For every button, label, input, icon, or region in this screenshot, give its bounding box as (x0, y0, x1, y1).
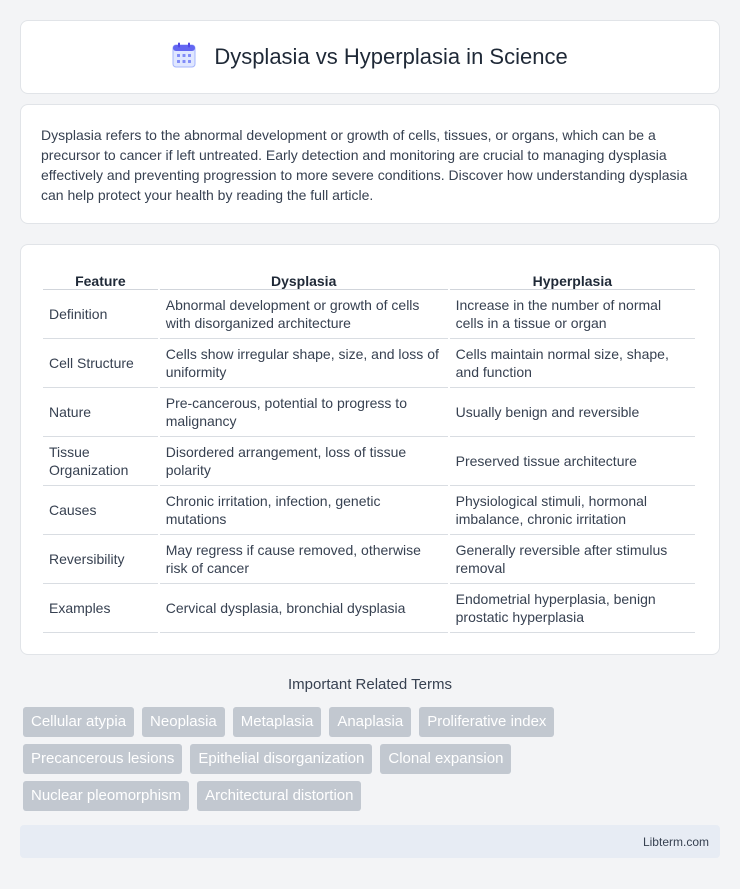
tag-row (23, 744, 723, 774)
tag-architectural-distortion[interactable]: Architectural distortion (197, 781, 361, 811)
tag-row (23, 707, 723, 737)
related-terms-list (23, 707, 723, 818)
dysplasia-cell: Cervical dysplasia, bronchial dysplasia (160, 584, 448, 633)
feature-cell: Definition (43, 290, 158, 339)
tag-precancerous-lesions[interactable]: Precancerous lesions (23, 744, 182, 774)
table-row (43, 290, 695, 339)
header-dysplasia: Dysplasia (160, 266, 448, 290)
hyperplasia-cell: Increase in the number of normal cells in a tissue or organ (450, 290, 695, 339)
feature-cell: Cell Structure (43, 339, 158, 388)
page-title: Dysplasia vs Hyperplasia in Science (214, 44, 568, 69)
intro-text: Dysplasia refers to the abnormal development or growth of cells, tissues, or organs, which can be a precursor to cancer if left untreated. Early detection and monitoring are crucial to managing dysplasia effectively and preventing progression to more severe conditions. Discover how understanding dysplasia can help protect your health by reading the full article. (41, 127, 688, 203)
table-row (43, 535, 695, 584)
feature-cell: Causes (43, 486, 158, 535)
tag-clonal-expansion[interactable]: Clonal expansion (380, 744, 511, 774)
feature-cell: Reversibility (43, 535, 158, 584)
comparison-table (41, 266, 697, 633)
tag-neoplasia[interactable]: Neoplasia (142, 707, 225, 737)
table-row (43, 584, 695, 633)
dysplasia-cell: Abnormal development or growth of cells with disorganized architecture (160, 290, 448, 339)
footer (20, 825, 720, 858)
related-terms-title: Important Related Terms (288, 676, 452, 693)
hyperplasia-cell: Endometrial hyperplasia, benign prostatic hyperplasia (450, 584, 695, 633)
intro-card (20, 104, 720, 224)
tag-proliferative-index[interactable]: Proliferative index (419, 707, 554, 737)
feature-cell: Nature (43, 388, 158, 437)
tag-row (23, 781, 723, 811)
dysplasia-cell: Disordered arrangement, loss of tissue polarity (160, 437, 448, 486)
table-row (43, 388, 695, 437)
tag-epithelial-disorganization[interactable]: Epithelial disorganization (190, 744, 372, 774)
dysplasia-cell: May regress if cause removed, otherwise risk of cancer (160, 535, 448, 584)
table-row (43, 437, 695, 486)
tag-nuclear-pleomorphism[interactable]: Nuclear pleomorphism (23, 781, 189, 811)
hyperplasia-cell: Physiological stimuli, hormonal imbalance, chronic irritation (450, 486, 695, 535)
feature-cell: Tissue Organization (43, 437, 158, 486)
hyperplasia-cell: Generally reversible after stimulus removal (450, 535, 695, 584)
hyperplasia-cell: Usually benign and reversible (450, 388, 695, 437)
header-card (20, 20, 720, 94)
hyperplasia-cell: Cells maintain normal size, shape, and function (450, 339, 695, 388)
table-row (43, 486, 695, 535)
dysplasia-cell: Pre-cancerous, potential to progress to malignancy (160, 388, 448, 437)
comparison-card (20, 244, 720, 655)
header-feature: Feature (43, 266, 158, 290)
dysplasia-cell: Cells show irregular shape, size, and loss of uniformity (160, 339, 448, 388)
table-row (43, 339, 695, 388)
header-hyperplasia: Hyperplasia (450, 266, 695, 290)
hyperplasia-cell: Preserved tissue architecture (450, 437, 695, 486)
calendar-grid-icon (172, 42, 196, 73)
dysplasia-cell: Chronic irritation, infection, genetic mutations (160, 486, 448, 535)
feature-cell: Examples (43, 584, 158, 633)
tag-anaplasia[interactable]: Anaplasia (329, 707, 411, 737)
tag-metaplasia[interactable]: Metaplasia (233, 707, 322, 737)
tag-cellular-atypia[interactable]: Cellular atypia (23, 707, 134, 737)
footer-link[interactable]: Libterm.com (642, 834, 709, 849)
table-header-row (43, 266, 695, 290)
